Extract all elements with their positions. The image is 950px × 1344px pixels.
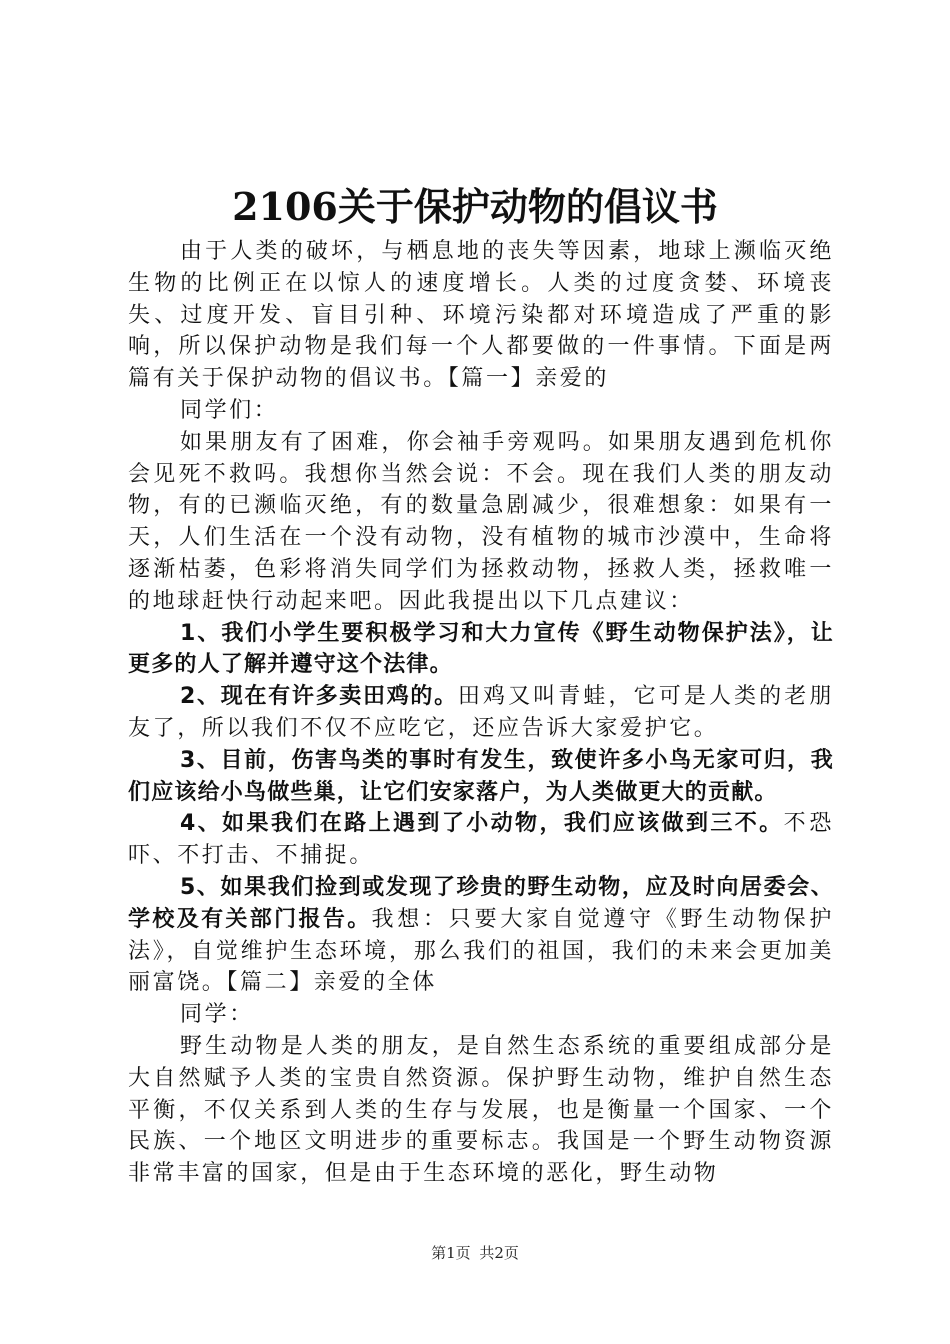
suggestion-bold-text: 1、我们小学生要积极学习和大力宣传《野生动物保护法》，让更多的人了解并遵守这个法律。 (128, 620, 834, 678)
paragraph-intro (128, 236, 834, 395)
suggestion-plain-text: 田鸡又叫青蛙，它可是人类的老朋友了，所以我们不仅不应吃它，还应告诉大家爱护它。 (128, 684, 834, 741)
page-footer (0, 1242, 950, 1263)
paragraph-text: 同学： (180, 1002, 254, 1028)
page-total: 共2页 (479, 1244, 519, 1262)
document-title: 2106关于保护动物的倡议书 (232, 184, 718, 229)
suggestion-4 (128, 808, 834, 872)
paragraph-salutation-1 (128, 395, 834, 427)
suggestion-bold-text: 2、现在有许多卖田鸡的。 (180, 684, 458, 710)
paragraph-body-2 (128, 1031, 834, 1190)
suggestion-bold-text: 5、如果我们捡到或发现了珍贵的野生动物，应及时向居委会、学校及有关部门报告。 (128, 874, 834, 932)
suggestion-plain-text: 我想：只要大家自觉遵守《野生动物保护法》，自觉维护生态环境，那么我们的祖国，我们的未来会更加美丽富饶。【篇二】亲爱的全体 (128, 906, 834, 996)
suggestion-bold-text: 3、目前，伤害鸟类的事时有发生，致使许多小鸟无家可归，我们应该给小鸟做些巢，让它们安家落户，为人类做更大的贡献。 (128, 747, 834, 805)
suggestion-1 (128, 618, 834, 682)
suggestion-2 (128, 681, 834, 745)
paragraph-salutation-2 (128, 999, 834, 1031)
paragraph-body-1 (128, 427, 834, 618)
paragraph-text: 由于人类的破坏，与栖息地的丧失等因素，地球上濒临灭绝生物的比例正在以惊人的速度增长。人类的过度贪婪、环境丧失、过度开发、盲目引种、环境污染都对环境造成了严重的影响，所以保护动物是我们每一个人都要做的一件事情。下面是两篇有关于保护动物的倡议书。【篇一】亲爱的 (128, 239, 834, 392)
paragraph-text: 同学们： (180, 397, 279, 423)
paragraph-text: 如果朋友有了困难，你会袖手旁观吗。如果朋友遇到危机你会见死不救吗。我想你当然会说：不会。现在我们人类的朋友动物，有的已濒临灭绝，有的数量急剧减少，很难想象：如果有一天，人们生活在一个没有动物，没有植物的城市沙漠中，生命将逐渐枯萎，色彩将消失同学们为拯救动物，拯救人类，拯救唯一的地球赶快行动起来吧。因此我提出以下几点建议： (128, 429, 834, 614)
suggestion-3 (128, 745, 834, 809)
page-number: 第1页 (431, 1244, 471, 1262)
suggestion-bold-text: 4、如果我们在路上遇到了小动物，我们应该做到三不。 (180, 811, 784, 837)
document-body (128, 236, 834, 1190)
paragraph-text: 野生动物是人类的朋友，是自然生态系统的重要组成部分是大自然赋予人类的宝贵自然资源。保护野生动物，维护自然生态平衡，不仅关系到人类的生存与发展，也是衡量一个国家、一个民族、一个地区文明进步的重要标志。我国是一个野生动物资源非常丰富的国家，但是由于生态环境的恶化，野生动物 (128, 1033, 834, 1187)
suggestion-plain-text: 不恐吓、不打击、不捕捉。 (128, 811, 835, 869)
suggestion-5 (128, 872, 834, 999)
